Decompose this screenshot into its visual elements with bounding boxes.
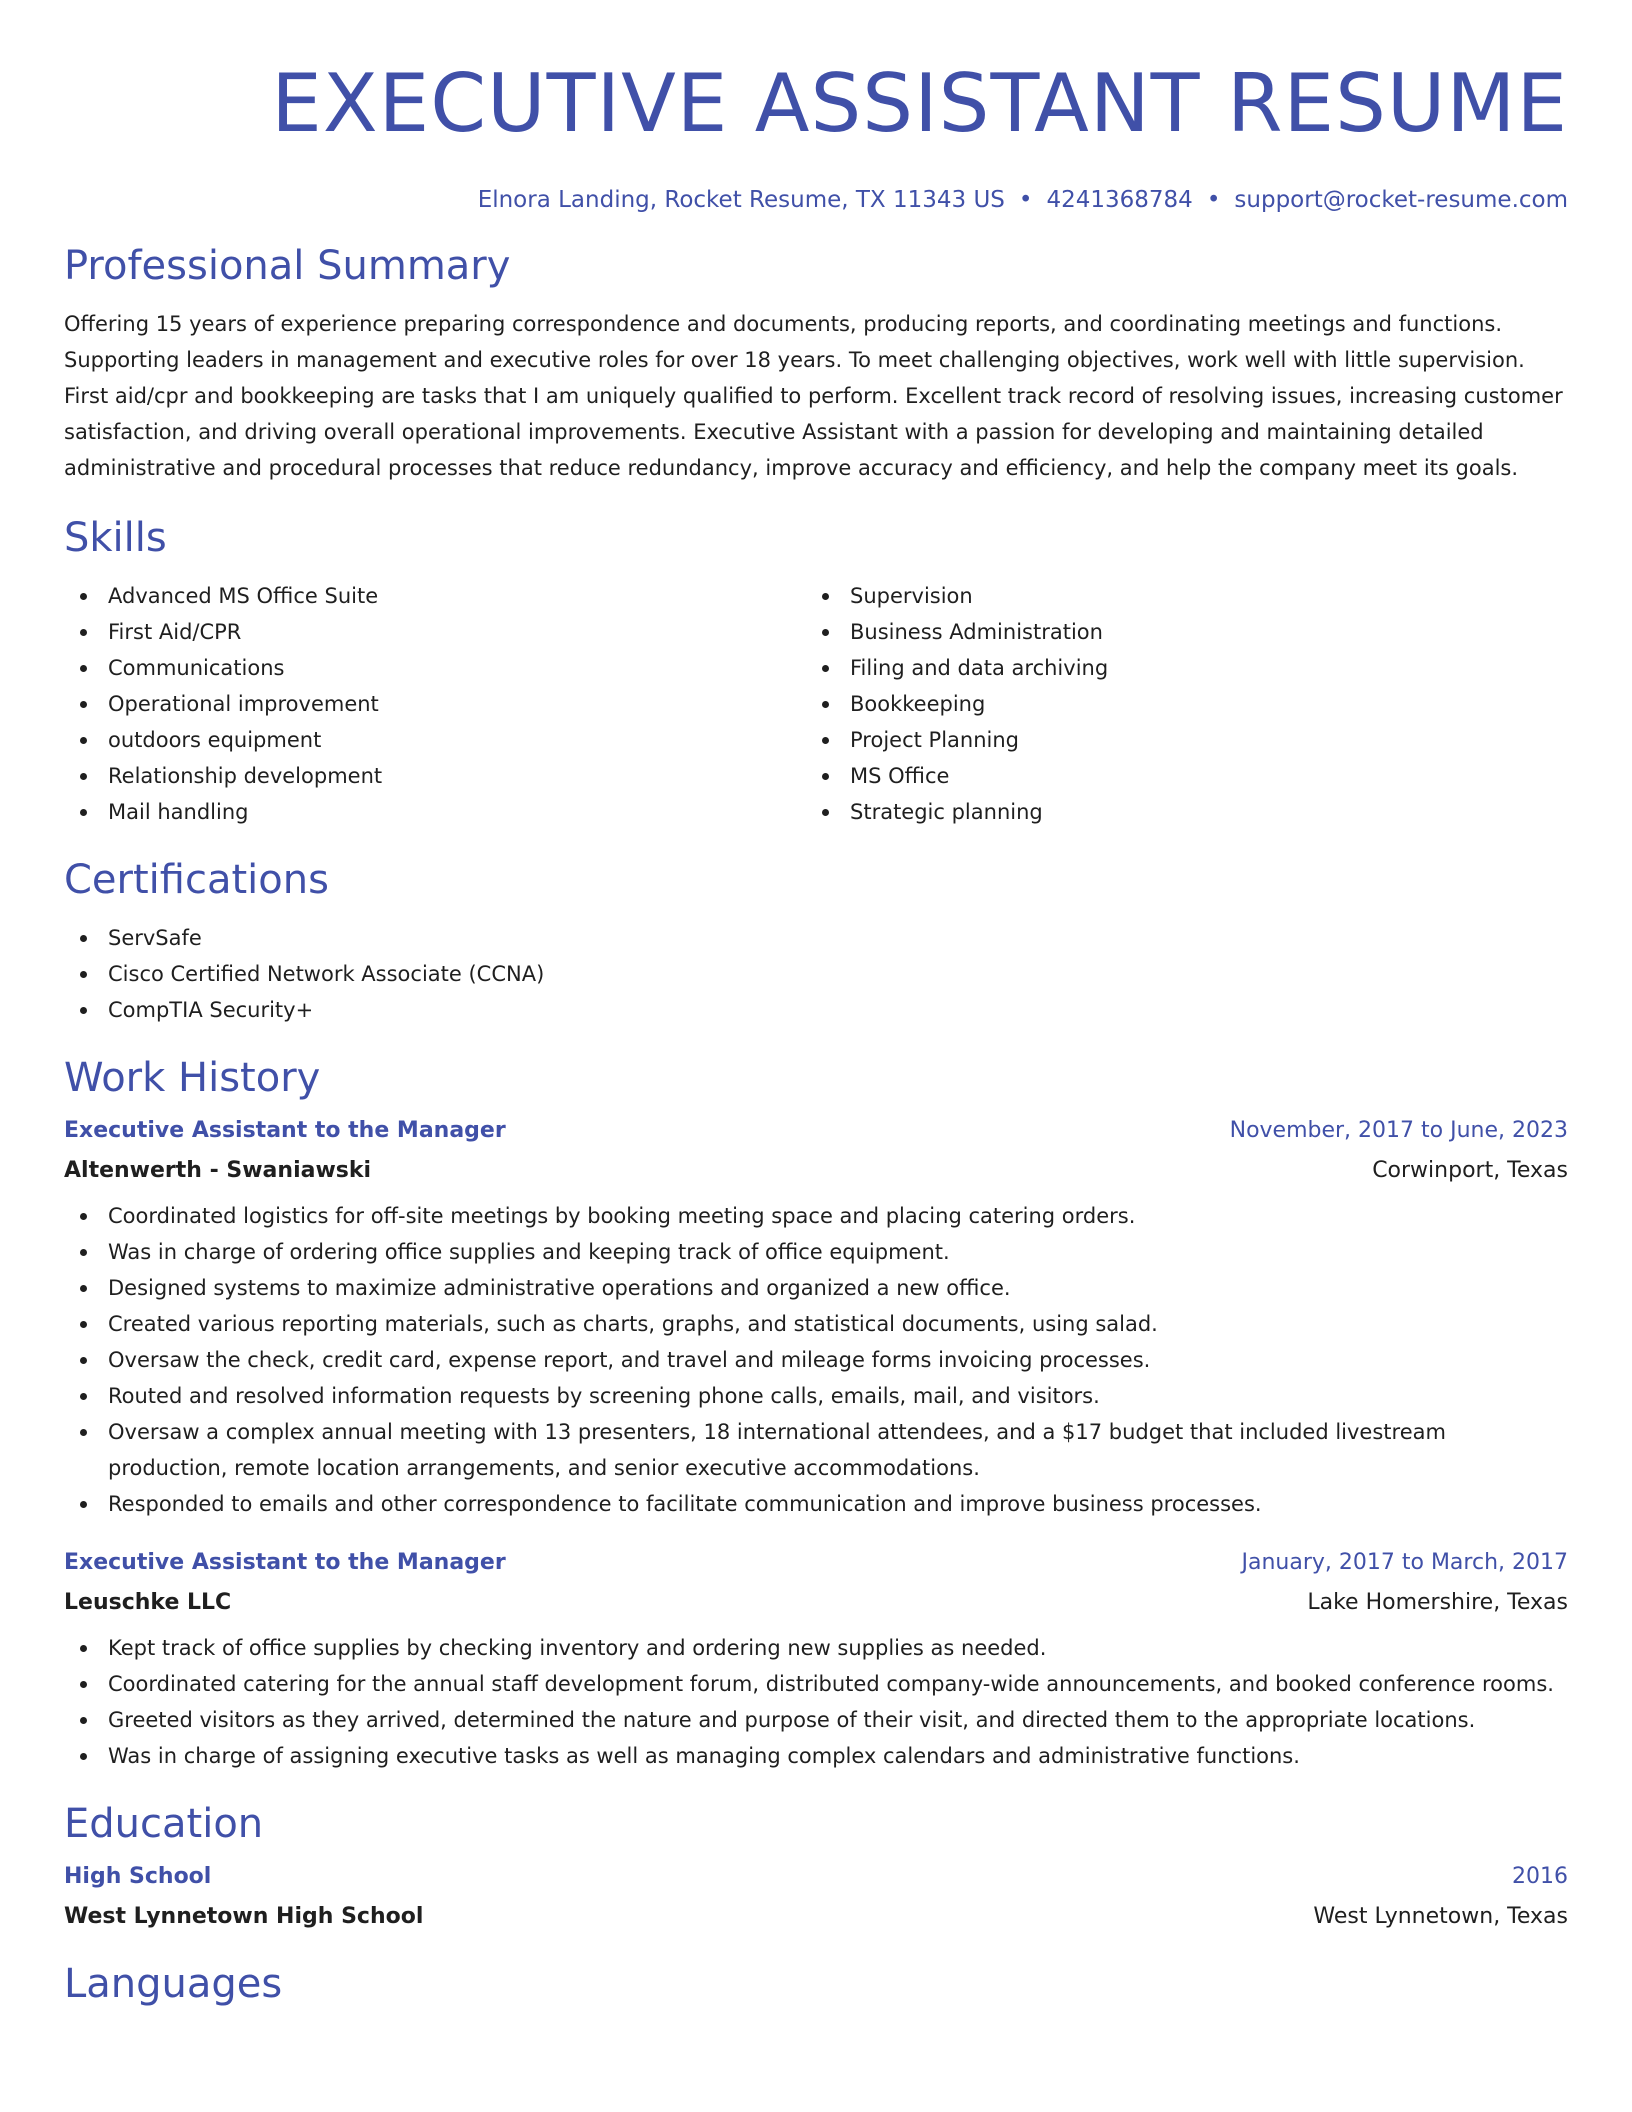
- skill-item: Advanced MS Office Suite: [64, 578, 806, 614]
- education-heading: Education: [64, 1801, 264, 1847]
- job-entry: [64, 1548, 1568, 1774]
- job-entry: [64, 1116, 1568, 1522]
- job-dates: November, 2017 to June, 2023: [1229, 1118, 1568, 1143]
- skill-item: Filing and data archiving: [806, 650, 1548, 686]
- education-section: [64, 1800, 1568, 1932]
- work-history-heading: Work History: [64, 1055, 321, 1101]
- languages-heading: Languages: [64, 1961, 283, 2007]
- job-duty: Created various reporting materials, such as charts, graphs, and statistical documents, using salad.: [64, 1306, 1568, 1342]
- skill-item: Business Administration: [806, 614, 1548, 650]
- job-dates: January, 2017 to March, 2017: [1241, 1550, 1568, 1575]
- skills-grid: [64, 578, 1568, 830]
- contact-separator: •: [1206, 187, 1221, 213]
- contact-line: [64, 186, 1568, 214]
- skill-item: Strategic planning: [806, 794, 1548, 830]
- job-location: Corwinport, Texas: [1372, 1158, 1568, 1183]
- certification-item: CompTIA Security+: [64, 992, 1568, 1028]
- contact-email[interactable]: support@rocket-resume.com: [1234, 187, 1568, 213]
- skill-item: First Aid/CPR: [64, 614, 806, 650]
- resume-page: [64, 0, 1568, 2008]
- job-company: Altenwerth - Swaniawski: [64, 1158, 372, 1183]
- resume-title: EXECUTIVE ASSISTANT RESUME: [271, 57, 1568, 150]
- languages-section: [64, 1960, 1568, 2008]
- skill-item: MS Office: [806, 758, 1548, 794]
- work-history-section: [64, 1054, 1568, 1774]
- education-school-row: [64, 1902, 1568, 1932]
- job-header-row: [64, 1548, 1568, 1578]
- certification-item: Cisco Certified Network Associate (CCNA): [64, 956, 1568, 992]
- job-duty: Routed and resolved information requests by screening phone calls, emails, mail, and visitors.: [64, 1378, 1568, 1414]
- job-duty: Designed systems to maximize administrative operations and organized a new office.: [64, 1270, 1568, 1306]
- job-company-row: [64, 1156, 1568, 1186]
- skill-item: Supervision: [806, 578, 1548, 614]
- job-duty: Oversaw the check, credit card, expense report, and travel and mileage forms invoicing processes.: [64, 1342, 1568, 1378]
- contact-separator: •: [1018, 187, 1033, 213]
- skills-heading: Skills: [64, 515, 167, 561]
- education-location: West Lynnetown, Texas: [1313, 1904, 1568, 1929]
- certifications-section: [64, 856, 1568, 1028]
- job-header-row: [64, 1116, 1568, 1146]
- job-duty: Was in charge of ordering office supplies and keeping track of office equipment.: [64, 1234, 1568, 1270]
- skill-item: Communications: [64, 650, 806, 686]
- education-school: West Lynnetown High School: [64, 1904, 424, 1929]
- skills-list-left: [64, 578, 806, 830]
- job-title: Executive Assistant to the Manager: [64, 1550, 506, 1575]
- job-company: Leuschke LLC: [64, 1590, 232, 1615]
- job-duty: Responded to emails and other correspondence to facilitate communication and improve business processes.: [64, 1486, 1568, 1522]
- job-company-row: [64, 1588, 1568, 1618]
- certifications-list: [64, 920, 1568, 1028]
- job-title: Executive Assistant to the Manager: [64, 1118, 506, 1143]
- job-duty: Oversaw a complex annual meeting with 13 presenters, 18 international attendees, and a $17 budget that included livestream production, remote location arrangements, and senior executive accommodations.: [64, 1414, 1568, 1486]
- certifications-heading: Certifications: [64, 857, 329, 903]
- job-duty: Greeted visitors as they arrived, determined the nature and purpose of their visit, and directed them to the appropriate locations.: [64, 1702, 1568, 1738]
- summary-text: Offering 15 years of experience preparing correspondence and documents, producing reports, and coordinating meetings and functions. Supporting leaders in management and executive roles for over 18 years. To meet challenging objectives, work well with little supervision. First aid/cpr and bookkeeping are tasks that I am uniquely qualified to perform. Excellent track record of resolving issues, increasing customer satisfaction, and driving overall operational improvements. Executive Assistant with a passion for developing and maintaining detailed administrative and procedural processes that reduce redundancy, improve accuracy and efficiency, and help the company meet its goals.: [64, 312, 1563, 480]
- contact-address: Elnora Landing, Rocket Resume, TX 11343 US: [477, 187, 1005, 213]
- skill-item: Operational improvement: [64, 686, 806, 722]
- summary-section: [64, 242, 1568, 486]
- skill-item: Bookkeeping: [806, 686, 1548, 722]
- job-duties-list: [64, 1198, 1568, 1522]
- job-duty: Was in charge of assigning executive tasks as well as managing complex calendars and administrative functions.: [64, 1738, 1568, 1774]
- certification-item: ServSafe: [64, 920, 1568, 956]
- job-location: Lake Homershire, Texas: [1307, 1590, 1568, 1615]
- education-year: 2016: [1512, 1864, 1568, 1889]
- skills-list-right: [806, 578, 1548, 830]
- education-header-row: [64, 1862, 1568, 1892]
- education-degree: High School: [64, 1864, 212, 1889]
- skill-item: Mail handling: [64, 794, 806, 830]
- job-duty: Coordinated logistics for off-site meetings by booking meeting space and placing catering orders.: [64, 1198, 1568, 1234]
- skill-item: Project Planning: [806, 722, 1548, 758]
- skills-section: [64, 514, 1568, 830]
- job-duty: Kept track of office supplies by checking inventory and ordering new supplies as needed.: [64, 1630, 1568, 1666]
- skill-item: outdoors equipment: [64, 722, 806, 758]
- skill-item: Relationship development: [64, 758, 806, 794]
- job-duties-list: [64, 1630, 1568, 1774]
- summary-heading: Professional Summary: [64, 243, 511, 289]
- contact-phone: 4241368784: [1046, 187, 1193, 213]
- job-duty: Coordinated catering for the annual staff development forum, distributed company-wide announcements, and booked conference rooms.: [64, 1666, 1568, 1702]
